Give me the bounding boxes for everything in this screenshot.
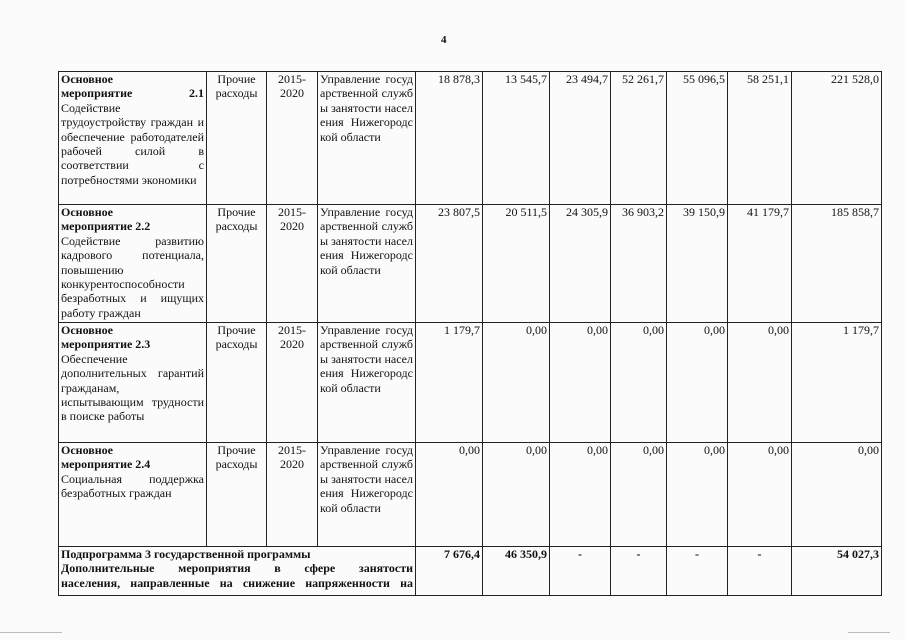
subprogram-value-cell: 46 350,9 — [483, 547, 550, 596]
budget-table — [58, 71, 882, 596]
value-cell: 13 545,7 — [483, 72, 550, 205]
executor-cell: Управление государственной службы занятости населения Нижегородской области — [318, 205, 416, 323]
value-cell: 24 305,9 — [550, 205, 611, 323]
value-cell: 58 251,1 — [728, 72, 792, 205]
value-cell: 0,00 — [483, 323, 550, 443]
value-cell: 1 179,7 — [416, 323, 483, 443]
page-number: 4 — [441, 34, 447, 46]
value-cell: 0,00 — [550, 323, 611, 443]
activity-description: Содействие развитию кадрового потенциала, повышению конкурентоспособности безработных и ищущих работу граждан — [61, 233, 204, 320]
activity-number: 2.1 — [189, 86, 204, 101]
subprogram-value-cell: - — [728, 547, 792, 596]
period-cell: 2015-2020 — [267, 205, 318, 323]
activity-name-cell — [59, 443, 207, 547]
activity-title-line2: мероприятие 2.4 — [61, 457, 151, 472]
subprogram-total-cell: 54 027,3 — [792, 547, 882, 596]
activity-description: Социальная поддержка безработных граждан — [61, 471, 204, 501]
activity-title-word: мероприятие — [61, 86, 133, 101]
value-cell: 0,00 — [483, 443, 550, 547]
value-cell: 0,00 — [416, 443, 483, 547]
subprogram-name-cell — [59, 547, 416, 596]
value-cell: 0,00 — [667, 443, 728, 547]
activity-description: Обеспечение дополнительных гарантий гражданам, испытывающим трудности в поиске работы — [61, 351, 204, 424]
value-cell: 41 179,7 — [728, 205, 792, 323]
total-value-cell: 185 858,7 — [792, 205, 882, 323]
activity-title-line1: Основное — [61, 323, 113, 337]
period-cell: 2015-2020 — [267, 323, 318, 443]
period-cell: 2015-2020 — [267, 443, 318, 547]
subprogram-value-cell: - — [611, 547, 667, 596]
executor-cell: Управление государственной службы занятости населения Нижегородской области — [318, 72, 416, 205]
period-cell: 2015-2020 — [267, 72, 318, 205]
scan-line-right — [848, 632, 890, 633]
value-cell: 0,00 — [728, 443, 792, 547]
value-cell: 55 096,5 — [667, 72, 728, 205]
value-cell: 0,00 — [728, 323, 792, 443]
table-row — [59, 323, 882, 443]
expense-type-cell: Прочие расходы — [207, 205, 267, 323]
expense-type-cell: Прочие расходы — [207, 323, 267, 443]
value-cell: 0,00 — [667, 323, 728, 443]
value-cell: 0,00 — [611, 323, 667, 443]
scan-line-left — [0, 632, 62, 633]
subprogram-title: Подпрограмма 3 государственной программы — [61, 547, 311, 561]
value-cell: 18 878,3 — [416, 72, 483, 205]
activity-title-line1: Основное — [61, 205, 113, 219]
value-cell: 36 903,2 — [611, 205, 667, 323]
subprogram-desc-line2: населения, направленные на снижение напряженности на — [61, 575, 413, 590]
total-value-cell: 1 179,7 — [792, 323, 882, 443]
table-row — [59, 72, 882, 205]
activity-title-line2: мероприятие 2.3 — [61, 337, 151, 352]
value-cell: 23 807,5 — [416, 205, 483, 323]
activity-title-line1: Основное — [61, 443, 113, 457]
value-cell: 0,00 — [550, 443, 611, 547]
activity-description: Содействие трудоустройству граждан и обеспечение работодателей рабочей силой в соответствии с потребностями экономики — [61, 100, 204, 187]
executor-cell: Управление государственной службы занятости населения Нижегородской области — [318, 443, 416, 547]
value-cell: 0,00 — [611, 443, 667, 547]
subprogram-value-cell: 7 676,4 — [416, 547, 483, 596]
value-cell: 23 494,7 — [550, 72, 611, 205]
activity-name-cell — [59, 72, 207, 205]
subprogram-value-cell: - — [550, 547, 611, 596]
activity-name-cell — [59, 205, 207, 323]
activity-title-line2: мероприятие 2.2 — [61, 219, 151, 234]
expense-type-cell: Прочие расходы — [207, 443, 267, 547]
table-row — [59, 443, 882, 547]
activity-title-line1: Основное — [61, 72, 113, 86]
value-cell: 20 511,5 — [483, 205, 550, 323]
value-cell: 39 150,9 — [667, 205, 728, 323]
total-value-cell: 221 528,0 — [792, 72, 882, 205]
subprogram-desc-line1: Дополнительные мероприятия в сфере занятости — [61, 561, 413, 576]
subprogram-value-cell: - — [667, 547, 728, 596]
total-value-cell: 0,00 — [792, 443, 882, 547]
executor-cell: Управление государственной службы занятости населения Нижегородской области — [318, 323, 416, 443]
activity-name-cell — [59, 323, 207, 443]
expense-type-cell: Прочие расходы — [207, 72, 267, 205]
subprogram-row — [59, 547, 882, 596]
table-row — [59, 205, 882, 323]
value-cell: 52 261,7 — [611, 72, 667, 205]
